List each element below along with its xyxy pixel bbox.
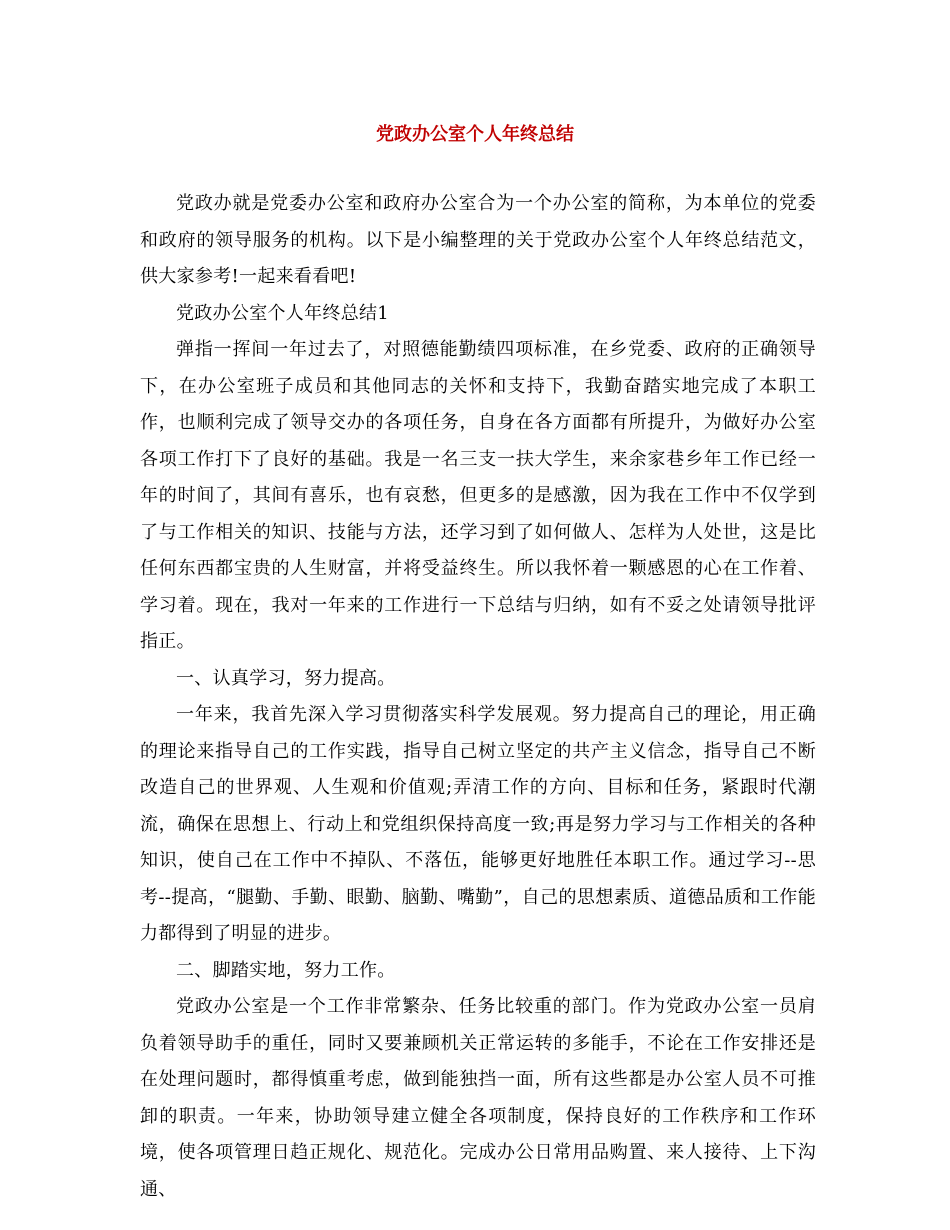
section-heading-summary-1: 党政办公室个人年终总结1 [176, 302, 390, 324]
intro-paragraph: 党政办就是党委办公室和政府办公室合为一个办公室的简称，为本单位的党委和政府的领导服务的机构。以下是小编整理的关于党政办公室个人年终总结范文，供大家参考!一起来看看吧! [140, 193, 816, 287]
section-heading-work: 二、脚踏实地，努力工作。 [176, 959, 396, 981]
document-title: 党政办公室个人年终总结 [376, 124, 574, 145]
body-paragraph: 弹指一挥间一年过去了，对照德能勤绩四项标准，在乡党委、政府的正确领导下，在办公室班子成员和其他同志的关怀和支持下，我勤奋踏实地完成了本职工作，也顺利完成了领导交办的各项任务，自身在各方面都有所提升，为做好办公室各项工作打下了良好的基础。我是一名三支一扶大学生，来余家巷乡年工作已经一年的时间了，其间有喜乐，也有哀愁，但更多的是感激，因为我在工作中不仅学到了与工作相关的知识、技能与方法，还学习到了如何做人、怎样为人处世，这是比任何东西都宝贵的人生财富，并将受益终生。所以我怀着一颗感恩的心在工作着、学习着。现在，我对一年来的工作进行一下总结与归纳，如有不妥之处请领导批评指正。 [140, 339, 816, 652]
body-paragraph: 一年来，我首先深入学习贯彻落实科学发展观。努力提高自己的理论，用正确的理论来指导自己的工作实践，指导自己树立坚定的共产主义信念，指导自己不断改造自己的世界观、人生观和价值观;弄清工作的方向、目标和任务，紧跟时代潮流，确保在思想上、行动上和党组织保持高度一致;再是努力学习与工作相关的各种知识，使自己在工作中不掉队、不落伍，能够更好地胜任本职工作。通过学习--思考--提高，“腿勤、手勤、眼勤、脑勤、嘴勤”，自己的思想素质、道德品质和工作能力都得到了明显的进步。 [140, 704, 816, 944]
section-heading-study: 一、认真学习，努力提高。 [176, 667, 396, 689]
document-body [140, 186, 816, 1208]
body-paragraph: 党政办公室是一个工作非常繁杂、任务比较重的部门。作为党政办公室一员肩负着领导助手的重任，同时又要兼顾机关正常运转的多能手，不论在工作安排还是在处理问题时，都得慎重考虑，做到能独挡一面，所有这些都是办公室人员不可推卸的职责。一年来，协助领导建立健全各项制度，保持良好的工作秩序和工作环境，使各项管理日趋正规化、规范化。完成办公日常用品购置、来人接待、上下沟通、 [140, 996, 816, 1200]
